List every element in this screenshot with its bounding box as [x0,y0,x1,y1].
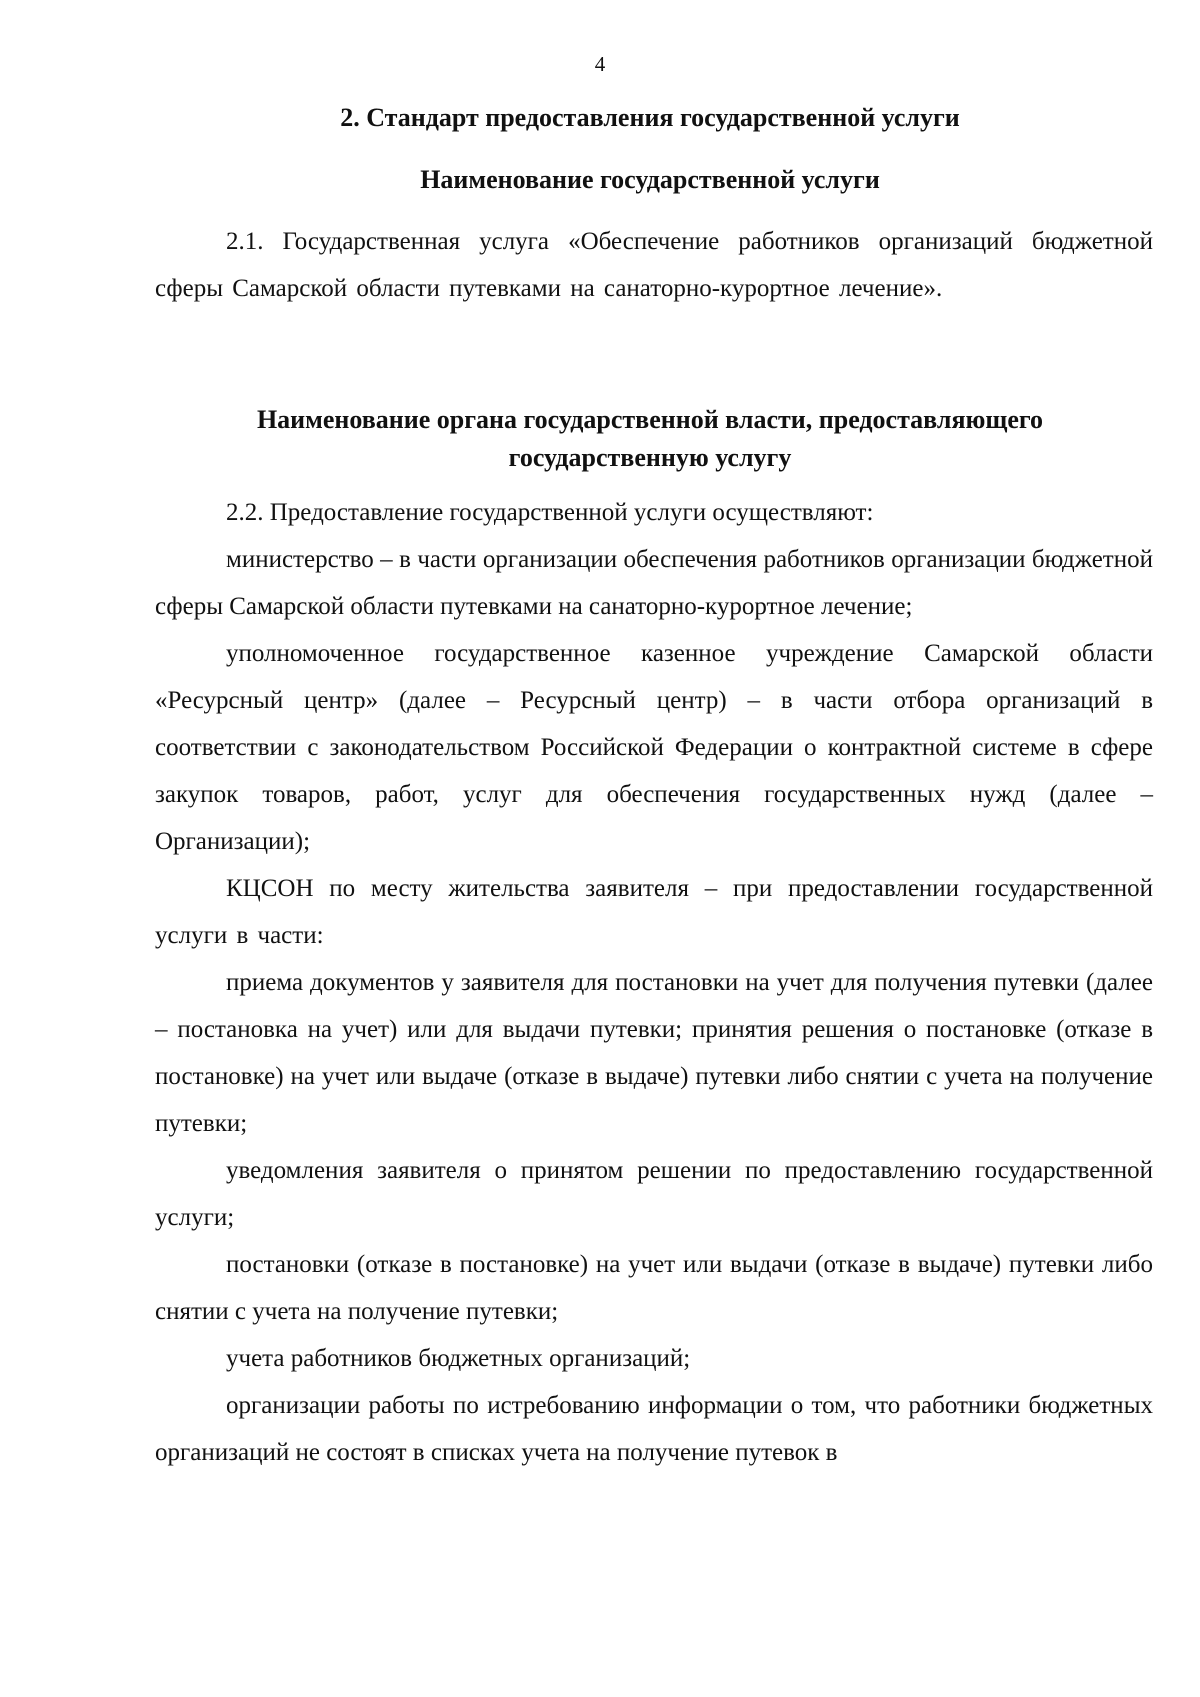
paragraph: уведомления заявителя о принятом решении по предоставлению государственной услуги; [155,1157,1153,1231]
paragraph: министерство – в части организации обеспечения работников организации бюджетной сферы Самарской области путевками на санаторно-курортное лечение; [155,546,1153,620]
subheading-service-name: Наименование государственной услуги [420,165,880,194]
paragraph: приема документов у заявителя для постановки на учет для получения путевки (далее – постановка на учет) или для выдачи путевки; принятия решения о постановке (отказе в постановке) на учет или выдаче (отказе в выдаче) путевки либо снятии с учета на получение путевки; [155,969,1153,1137]
subheading-authority-line1: Наименование органа государственной власти, предоставляющего [256,405,1044,434]
paragraph: 2.2. Предоставление государственной услуги осуществляют: [226,499,874,526]
paragraph: уполномоченное государственное казенное учреждение Самарской области «Ресурсный центр» (далее – Ресурсный центр) – в части отбора организаций в соответствии с законодательством Российской Федерации о контрактной системе в сфере закупок товаров, работ, услуг для обеспечения государственных нужд (далее – Организации); [155,640,1153,855]
paragraph-2-1-text: 2.1. Государственная услуга «Обеспечение работников организаций бюджетной сферы Самарской области путевками на санаторно-курортное лечение». [155,228,1153,302]
paragraph-2-1 [155,218,1153,312]
section-title: 2. Стандарт предоставления государственной услуги [340,103,960,132]
paragraph: КЦСОН по месту жительства заявителя – при предоставлении государственной услуги в части: [155,875,1153,949]
subheading-authority-line2: государственную услугу [508,443,792,472]
paragraph: организации работы по истребованию информации о том, что работники бюджетных организаций не состоят в списках учета на получение путевок в [155,1392,1153,1466]
paragraph: постановки (отказе в постановке) на учет или выдачи (отказе в выдаче) путевки либо снятии с учета на получение путевки; [155,1251,1153,1325]
page-number: 4 [594,52,606,76]
paragraph: учета работников бюджетных организаций; [226,1345,691,1372]
subheading-authority [150,401,1150,477]
paragraph-list-2-2 [155,489,1153,1476]
